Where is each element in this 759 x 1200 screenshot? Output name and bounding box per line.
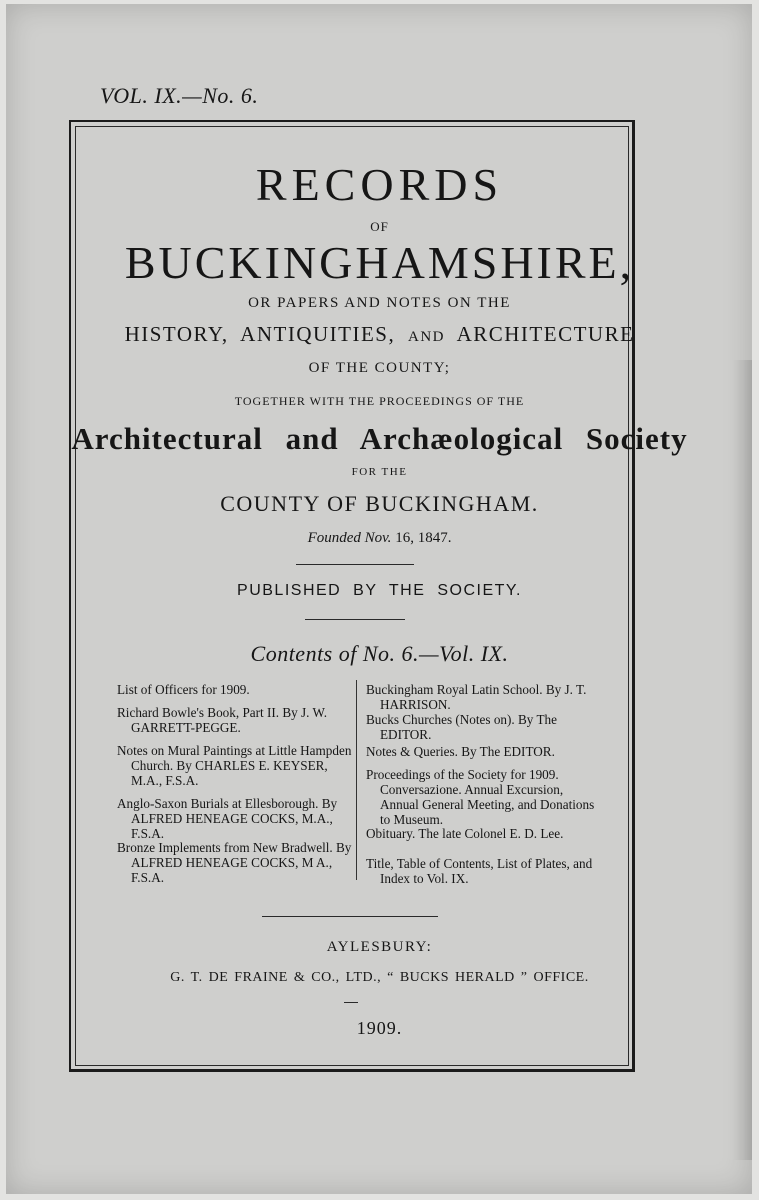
contents-entry: List of Officers for 1909. (117, 682, 250, 697)
subtitle-together: TOGETHER WITH THE PROCEEDINGS OF THE (234, 394, 525, 408)
contents-entry: Notes on Mural Paintings at Little Hampden Church. By CHARLES E. KEYSER, M.A., F.S.A. (117, 743, 352, 788)
founded-date: 16, 1847. (395, 530, 452, 546)
subtitle-for-the: FOR THE (351, 466, 408, 478)
publisher-line: PUBLISHED BY THE SOCIETY. (237, 582, 522, 599)
county-name: COUNTY OF BUCKINGHAM. (220, 491, 539, 516)
imprint-printer: G. T. DE FRAINE & CO., LTD., “ BUCKS HERALD ” OFFICE. (170, 970, 589, 985)
short-dash (344, 1002, 358, 1003)
imprint-year: 1909. (356, 1018, 403, 1038)
subtitle-history-a: HISTORY, ANTIQUITIES, (124, 322, 396, 346)
contents-entry: Buckingham Royal Latin School. By J. T. HARRISON. (366, 682, 587, 712)
divider-rule (262, 916, 438, 917)
title-buckinghamshire: BUCKINGHAMSHIRE, (124, 237, 635, 288)
divider-rule (296, 564, 414, 565)
contents-entry: Notes & Queries. By The EDITOR. (366, 744, 555, 759)
subtitle-history-b: ARCHITECTURE (456, 322, 635, 346)
subtitle-history-and: AND (407, 329, 445, 345)
contents-entry: Proceedings of the Society for 1909. Conversazione. Annual Excursion, Annual General Meeting, and Donations to Museum. (366, 767, 595, 827)
column-separator (356, 680, 357, 880)
founded-line (0, 530, 759, 547)
contents-heading: Contents of No. 6.—Vol. IX. (250, 641, 509, 666)
title-records: RECORDS (255, 159, 504, 210)
divider-rule (305, 619, 405, 620)
subtitle-history (0, 322, 759, 347)
contents-entry: Bucks Churches (Notes on). By The EDITOR. (366, 712, 557, 742)
subtitle-of-county: OF THE COUNTY; (308, 360, 451, 376)
founded-label: Founded Nov. (307, 530, 392, 546)
contents-entry: Anglo-Saxon Burials at Ellesborough. By ALFRED HENEAGE COCKS, M.A., F.S.A. (117, 796, 338, 841)
title-of: OF (370, 219, 389, 234)
volume-number: VOL. IX.—No. 6. (100, 83, 259, 108)
contents-entry: Title, Table of Contents, List of Plates, and Index to Vol. IX. (366, 856, 593, 886)
imprint-place: AYLESBURY: (326, 939, 433, 955)
society-name: Architectural and Archæological Society (71, 421, 688, 456)
page-edge-shadow (732, 360, 752, 1160)
contents-entry: Bronze Implements from New Bradwell. By ALFRED HENEAGE COCKS, M A., F.S.A. (117, 840, 352, 885)
subtitle-papers: OR PAPERS AND NOTES ON THE (248, 295, 511, 311)
contents-entry: Obituary. The late Colonel E. D. Lee. (366, 826, 564, 841)
contents-entry: Richard Bowle's Book, Part II. By J. W. GARRETT-PEGGE. (117, 705, 328, 735)
